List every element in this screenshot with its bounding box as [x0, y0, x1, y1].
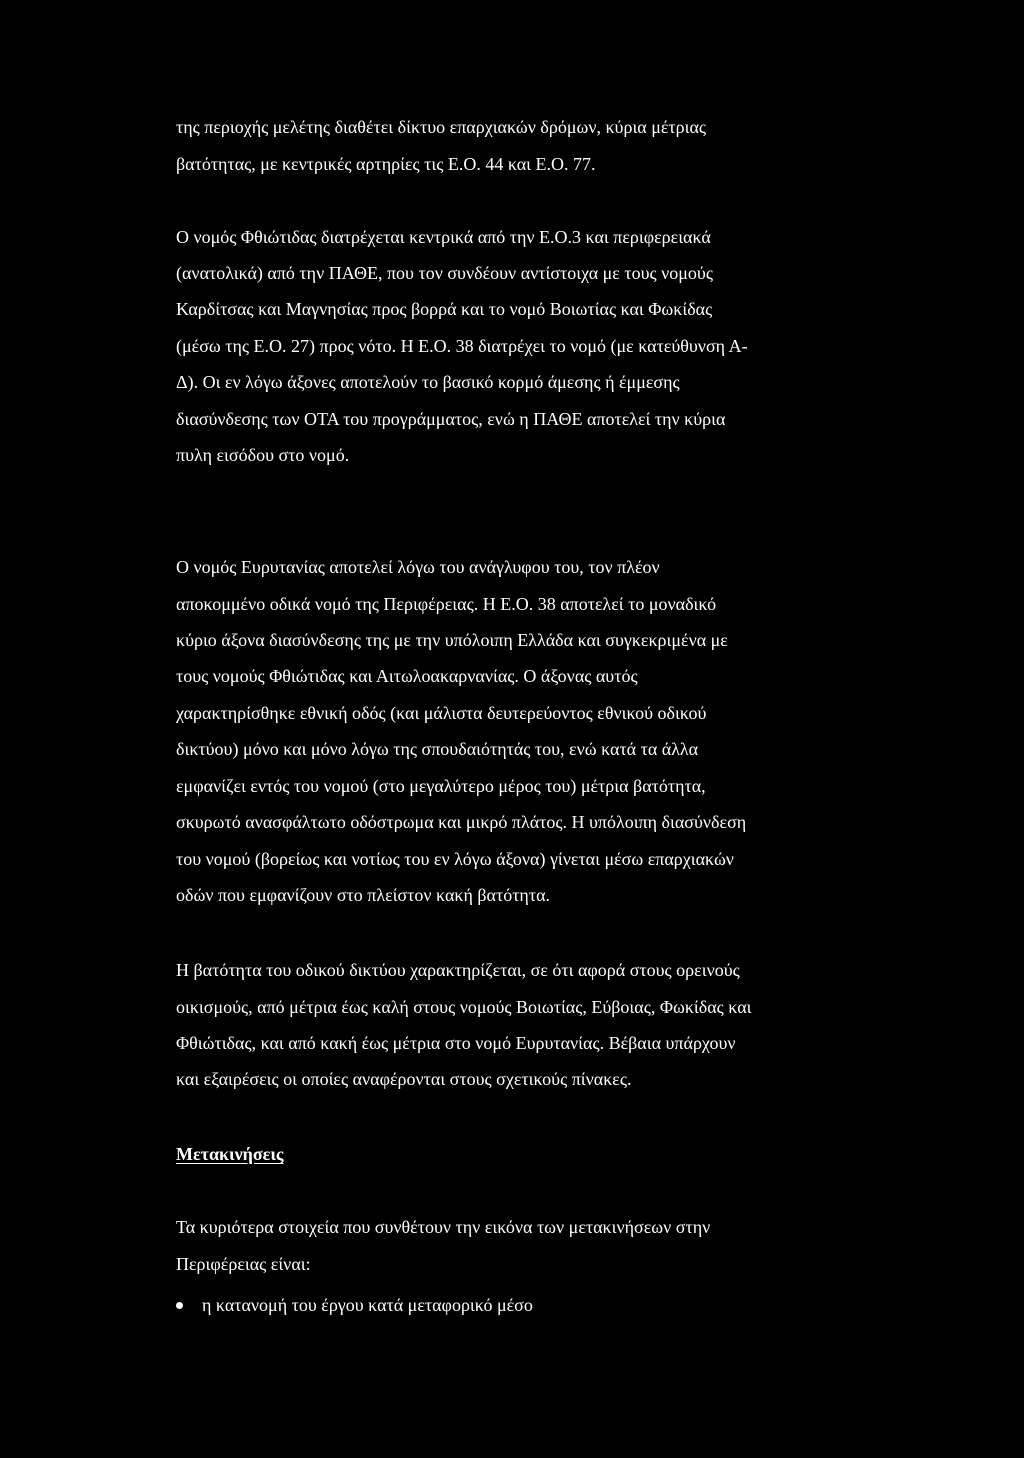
paragraph-2-line-7: πυλη εισόδου στο νομό.	[176, 445, 350, 465]
paragraph-3-line-6: δικτύου) μόνο και μόνο λόγω της σπουδαιότητάς του, ενώ κατά τα άλλα	[176, 739, 699, 759]
paragraph-2-line-5: Δ). Οι εν λόγω άξονες αποτελούν το βασικό κορμό άμεσης ή έμμεσης	[176, 372, 680, 392]
paragraph-2-line-4: (μέσω της Ε.Ο. 27) προς νότο. Η Ε.Ο. 38 διατρέχει το νομό (με κατεύθυνση Α-	[176, 336, 748, 356]
paragraph-3-line-5: χαρακτηρίσθηκε εθνική οδός (και μάλιστα δευτερεύοντος εθνικού οδικού	[176, 703, 707, 723]
paragraph-4-line-1: Η βατότητα του οδικού δικτύου χαρακτηρίζεται, σε ότι αφορά στους ορεινούς	[176, 960, 740, 980]
paragraph-3-line-9: του νομού (βορείως και νοτίως του εν λόγω άξονα) γίνεται μέσω επαρχιακών	[176, 849, 734, 869]
paragraph-3-line-2: αποκομμένο οδικά νομό της Περιφέρειας. Η Ε.Ο. 38 αποτελεί το μοναδικό	[176, 594, 717, 614]
paragraph-4-line-3: Φθιώτιδας, και από κακή έως μέτρια στο νομό Ευρυτανίας. Βέβαια υπάρχουν	[176, 1033, 736, 1053]
paragraph-4-line-2: οικισμούς, από μέτρια έως καλή στους νομούς Βοιωτίας, Εύβοιας, Φωκίδας και	[176, 997, 752, 1017]
paragraph-2-line-1: Ο νομός Φθιώτιδας διατρέχεται κεντρικά από την Ε.Ο.3 και περιφερειακά	[176, 227, 711, 247]
bullet-text: η κατανομή του έργου κατά μεταφορικό μέσο	[202, 1295, 533, 1315]
paragraph-3-line-4: τους νομούς Φθιώτιδας και Αιτωλοακαρνανίας. Ο άξονας αυτός	[176, 666, 638, 686]
paragraph-4-line-4: και εξαιρέσεις οι οποίες αναφέρονται στους σχετικούς πίνακες.	[176, 1069, 632, 1089]
paragraph-3-line-10: οδών που εμφανίζουν στο πλείστον κακή βατότητα.	[176, 885, 551, 905]
bullet-icon	[176, 1302, 183, 1309]
paragraph-3-line-8: σκυρωτό ανασφάλτωτο οδόστρωμα και μικρό πλάτος. Η υπόλοιπη διασύνδεση	[176, 812, 747, 832]
bullet-list-item	[176, 1294, 533, 1316]
paragraph-1-line-2: βατότητας, με κεντρικές αρτηρίες τις Ε.Ο. 44 και Ε.Ο. 77.	[176, 154, 596, 174]
paragraph-1-line-1: της περιοχής μελέτης διαθέτει δίκτυο επαρχιακών δρόμων, κύρια μέτριας	[176, 117, 707, 137]
paragraph-2-line-2: (ανατολικά) από την ΠΑΘΕ, που τον συνδέουν αντίστοιχα με τους νομούς	[176, 263, 713, 283]
paragraph-3-line-3: κύριο άξονα διασύνδεσης της με την υπόλοιπη Ελλάδα και συγκεκριμένα με	[176, 630, 728, 650]
final-paragraph-line-1: Τα κυριότερα στοιχεία που συνθέτουν την εικόνα των μετακινήσεων στην	[176, 1217, 711, 1237]
final-paragraph-line-2: Περιφέρειας είναι:	[176, 1254, 311, 1274]
section-heading: Μετακινήσεις	[176, 1144, 284, 1164]
paragraph-3-line-7: εμφανίζει εντός του νομού (στο μεγαλύτερο μέρος του) μέτρια βατότητα,	[176, 776, 706, 796]
paragraph-2-line-6: διασύνδεσης των ΟΤΑ του προγράμματος, ενώ η ΠΑΘΕ αποτελεί την κύρια	[176, 409, 726, 429]
paragraph-2-line-3: Καρδίτσας και Μαγνησίας προς βορρά και το νομό Βοιωτίας και Φωκίδας	[176, 299, 713, 319]
paragraph-3-line-1: Ο νομός Ευρυτανίας αποτελεί λόγω του ανάγλυφου του, τον πλέον	[176, 557, 660, 577]
